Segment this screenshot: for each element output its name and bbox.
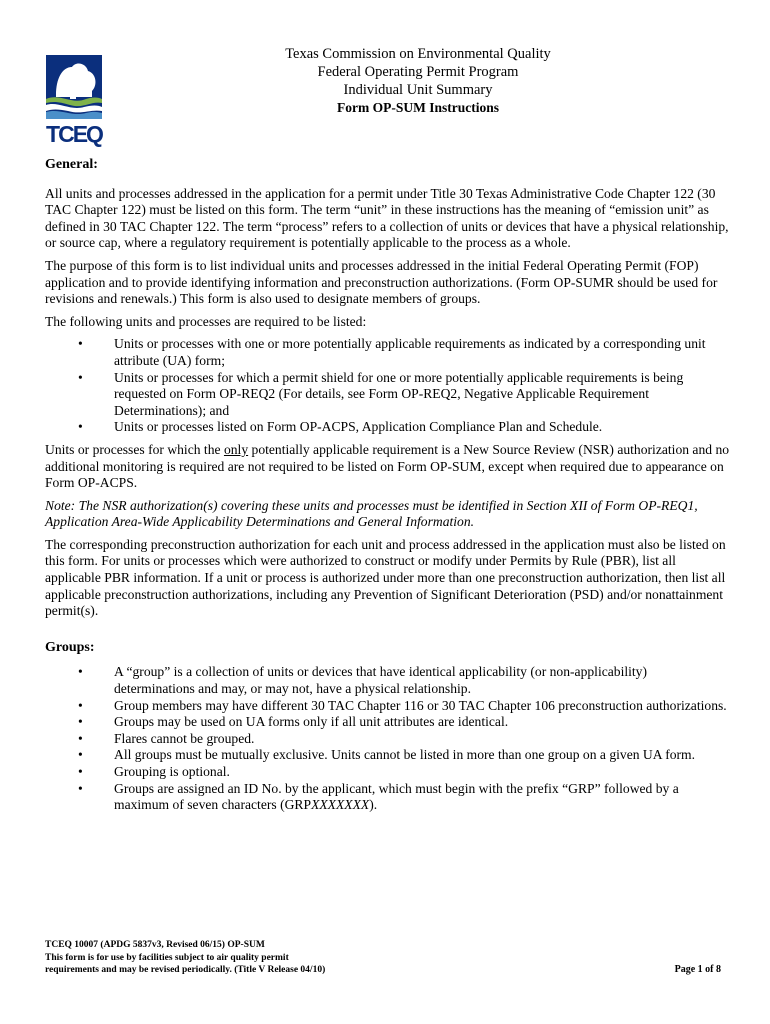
form-number: TCEQ 10007 (APDG 5837v3, Revised 06/15) OP-SUM [45,940,265,950]
bullet-icon: • [78,336,83,352]
bullet-icon: • [78,697,83,713]
bullet-icon: • [78,714,83,730]
list-item: • A “group” is a collection of units or devices that have identical applicability (or non-applicability) determinations and may, or may not, have a physical relationship. [78,664,648,697]
bullet-icon: • [78,780,83,796]
bullet-icon: • [78,747,83,763]
footer-note-2: requirements and may be revised periodically. (Title V Release 04/10) [45,965,326,975]
footer-note-1: This form is for use by facilities subject to air quality permit [45,952,289,963]
agency-title: Texas Commission on Environmental Quality [285,46,551,62]
list-item: • Units or processes listed on Form OP-ACPS, Application Compliance Plan and Schedule. [78,419,603,435]
list-item: • All groups must be mutually exclusive. Units cannot be listed in more than one group on a given UA form. [78,747,696,763]
required-units-list [45,336,730,436]
list-item: • Groups are assigned an ID No. by the applicant, which must begin with the prefix “GRP” followed by a maximum of seven characters (GRPXXXXXXX). [78,780,679,813]
groups-list [45,664,730,813]
form-subject: Individual Unit Summary [343,82,493,98]
list-item: • Units or processes for which a permit shield for one or more potentially applicable requirements is being requested on Form OP-REQ2 (For details, see Form OP-REQ2, Negative Applicable Requirement Determinations); and [78,369,684,418]
bullet-icon: • [78,419,83,435]
logo-text: TCEQ [46,121,102,147]
groups-heading: Groups: [45,639,95,655]
program-title: Federal Operating Permit Program [317,64,519,80]
list-item: • Grouping is optional. [78,764,230,779]
list-item: • Units or processes with one or more potentially applicable requirements as indicated by a corresponding unit attribute (UA) form; [78,336,706,368]
general-paragraph-1: All units and processes addressed in the application for a permit under Title 30 Texas Administrative Code Chapter 122 (30 TAC Chapter 122) must be listed on this form. The term “unit” in these instructions has the meaning of “emission unit” as defined in 30 TAC Chapter 122. The term “process” refers to a collection of units or devices that have a physical relationship, or source cap, where a regulatory requirement is potentially applicable to the process as a whole. [45,185,729,251]
instructions-body [45,157,730,820]
bullet-icon: • [78,369,83,385]
list-item: • Groups may be used on UA forms only if all unit attributes are identical. [78,714,509,730]
general-paragraph-4: Units or processes for which the only potentially applicable requirement is a New Source Review (NSR) authorization and no additional monitoring is required are not required to be listed on Form OP-SUM, except when required due to appearance on Form OP-ACPS. [45,441,730,491]
general-paragraph-3: The following units and processes are required to be listed: [45,313,367,329]
bullet-icon: • [78,730,83,746]
general-paragraph-2: The purpose of this form is to list individual units and processes addressed in the initial Federal Operating Permit (FOP) application and to provide identifying information and preconstruction authorizations. (Form OP-SUMR should be used for revisions and renewals.) This form is also used to designate members of groups. [45,257,718,307]
form-footer [45,939,725,977]
form-header [0,45,770,117]
form-title: Form OP-SUM Instructions [337,100,499,115]
nsr-note: Note: The NSR authorization(s) covering these units and processes must be identified in Section XII of Form OP-REQ1, Application Area-Wide Applicability Determinations and General Information. [45,497,698,530]
list-item: • Group members may have different 30 TAC Chapter 116 or 30 TAC Chapter 106 preconstruction authorizations. [78,697,727,713]
list-item: • Flares cannot be grouped. [78,730,255,746]
general-heading: General: [45,157,98,172]
general-paragraph-5: The corresponding preconstruction authorization for each unit and process addressed in the application must also be listed on this form. For units or processes which were authorized to construct or modify under Permits by Rule (PBR), list all applicable PBR information. If a unit or process is authorized under more than one preconstruction authorization, then list all applicable preconstruction authorizations, including any Prevention of Significant Deterioration (PSD) and/or nonattainment permit(s). [45,536,726,619]
page-number: Page 1 of 8 [674,964,721,975]
bullet-icon: • [78,764,83,779]
bullet-icon: • [78,664,83,680]
